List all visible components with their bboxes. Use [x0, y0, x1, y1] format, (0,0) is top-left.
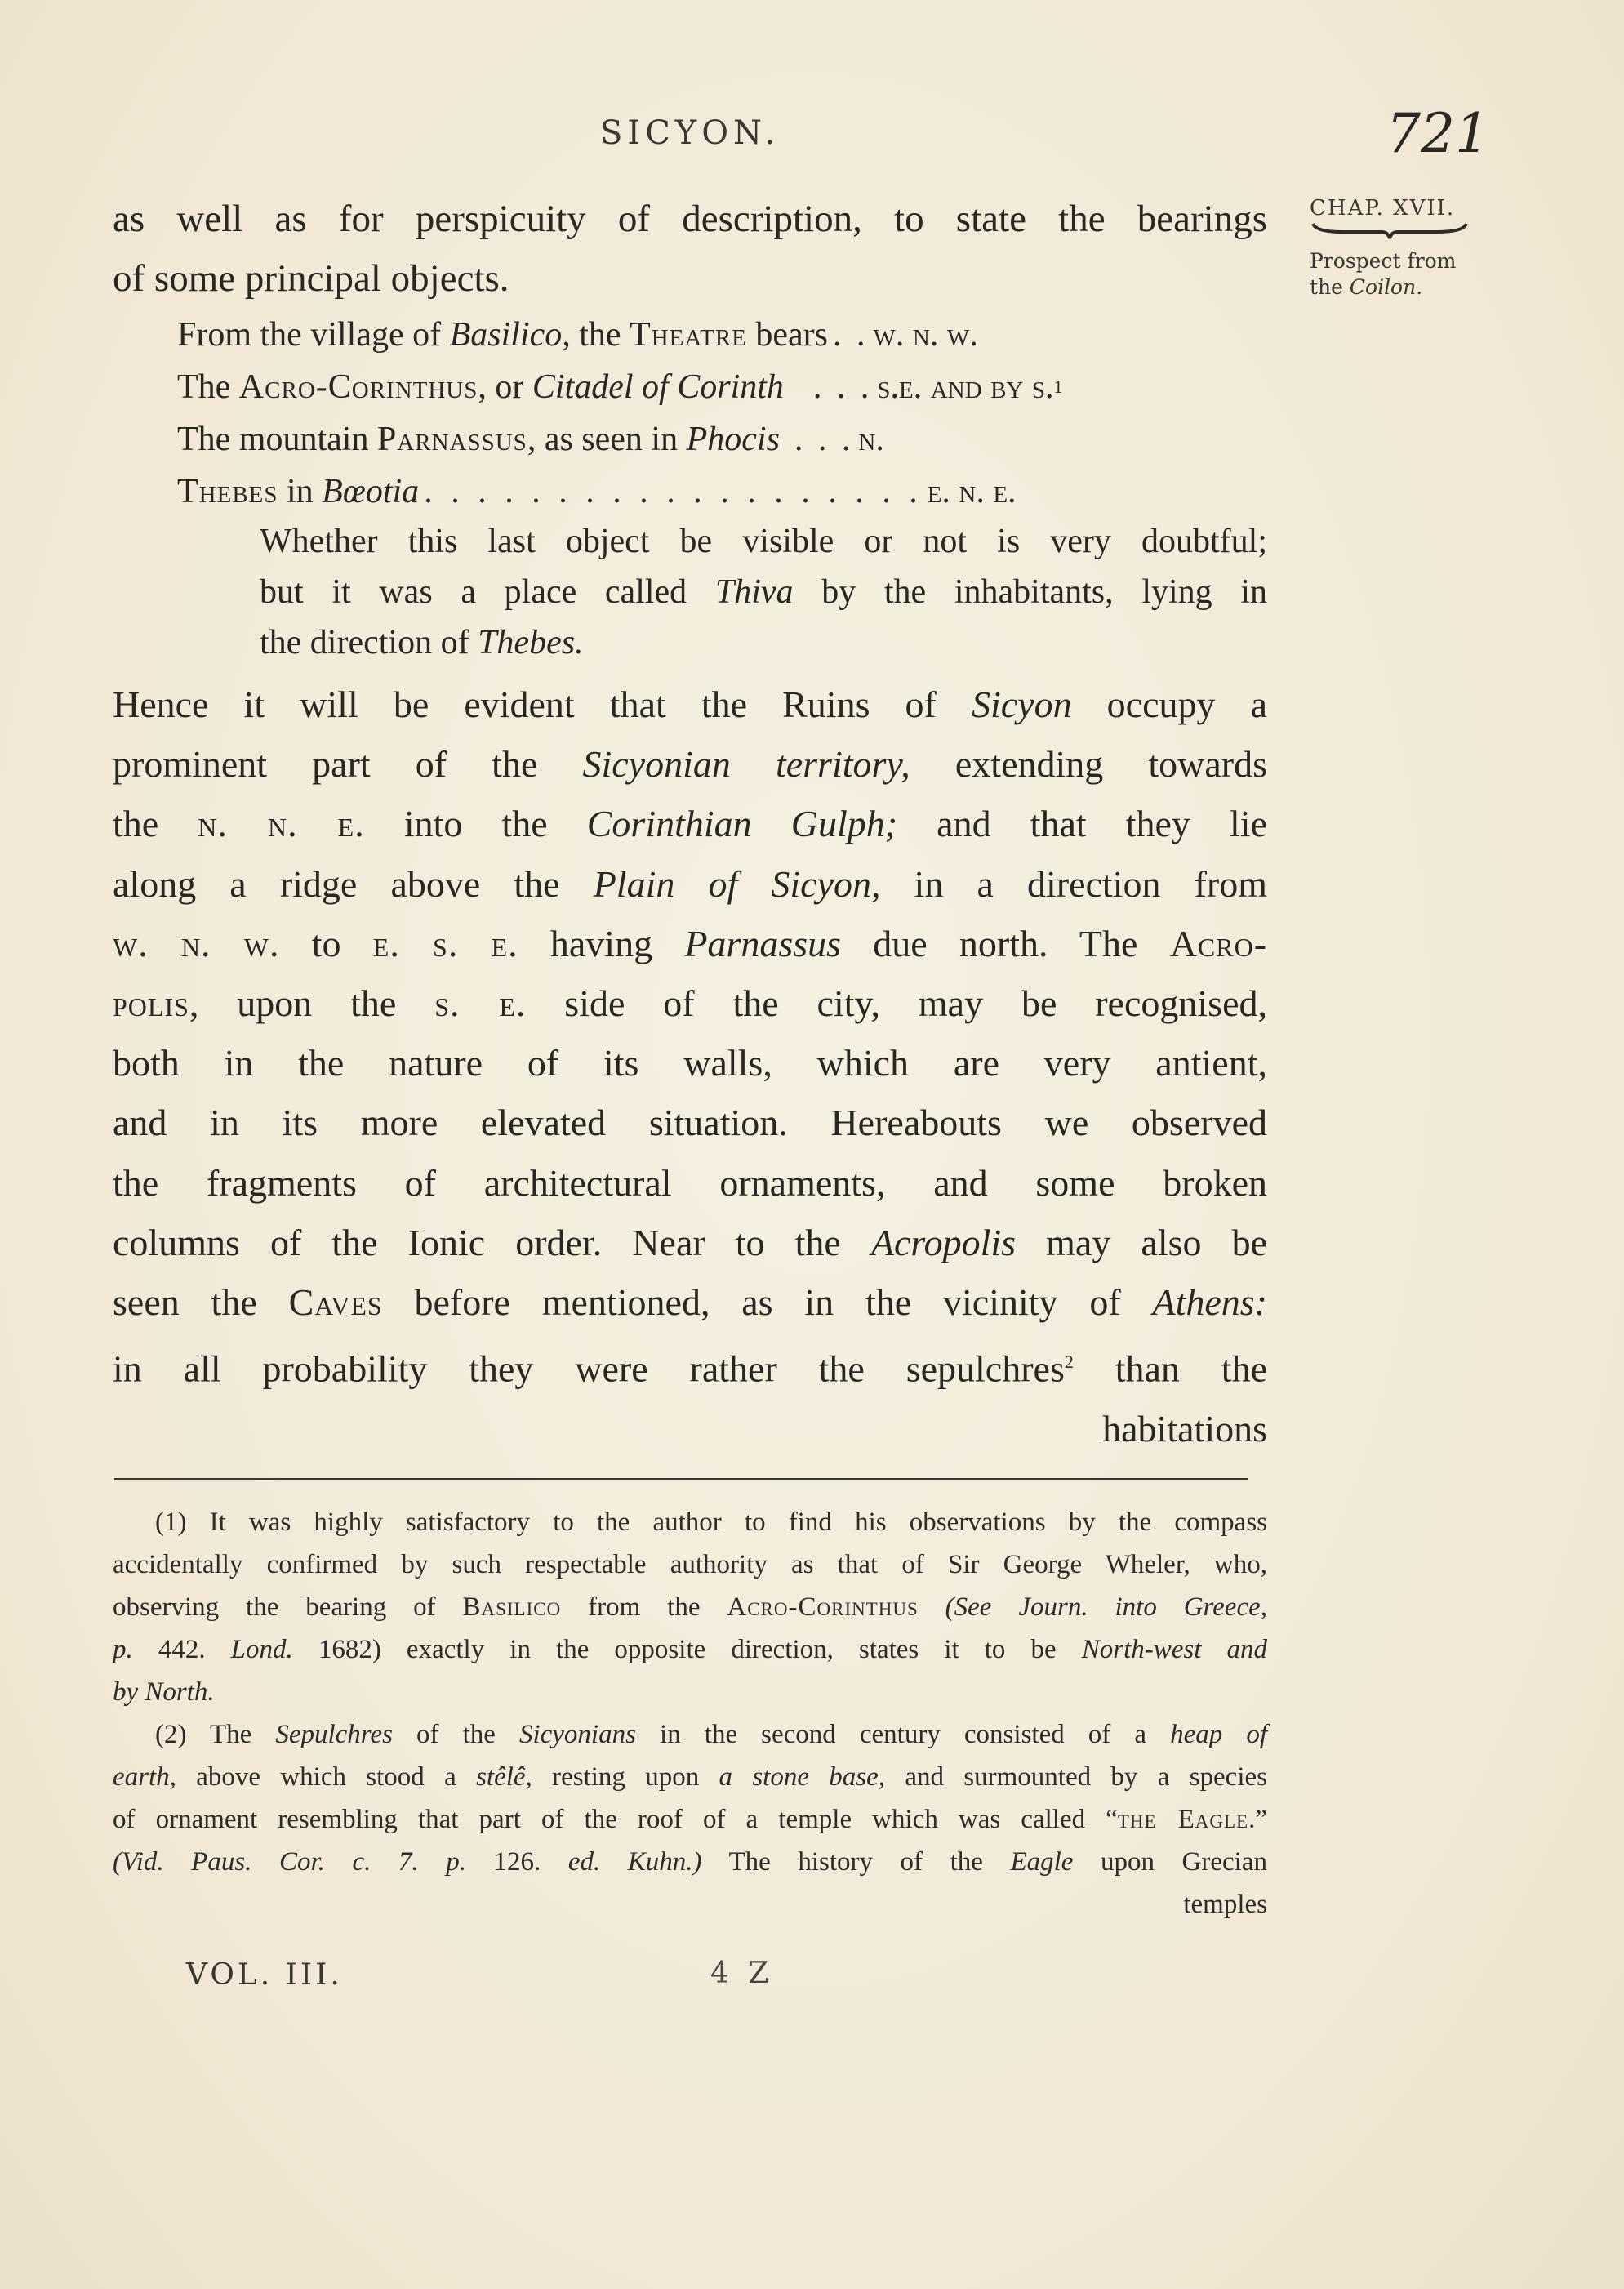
- footnote-1-line-3: observing the bearing of Basilico from the Acro-Corinthus (See Journ. into Greece,: [113, 1592, 1268, 1622]
- running-head: SICYON.: [600, 114, 781, 152]
- intro-line-2: of some principal objects.: [113, 257, 509, 300]
- margin-note: [1310, 248, 1481, 301]
- footnote-2-line-3: of ornament resembling that part of the roof of a temple which was called “the Eagle.”: [113, 1805, 1268, 1834]
- volume-signature: VOL. III.: [186, 1958, 343, 1992]
- bearing-row-thebes: Thebes in Bœotia . . . . . . . . . . . . . . . . . . . e. n. e.: [177, 473, 1017, 510]
- catchword: habitations: [1102, 1407, 1267, 1450]
- main-line-5: w. n. w. to e. s. e. having Parnassus due north. The Acro-: [113, 922, 1268, 964]
- bearing-row-acrocorinthus: The Acro-Corinthus, or Citadel of Corinth . . . s.e. and by s. 1: [177, 368, 1063, 406]
- doubtful-note: [260, 516, 1267, 668]
- main-line-1: Hence it will be evident that the Ruins of Sicyon occupy a: [113, 684, 1267, 725]
- intro-line-1: as well as for perspicuity of description, to state the bearings: [113, 198, 1267, 240]
- main-line-8: and in its more elevated situation. Hereabouts we observed: [113, 1102, 1267, 1144]
- note-line-3: the direction of Thebes.: [260, 624, 584, 661]
- main-line-6: polis, upon the s. e. side of the city, may be recognised,: [113, 982, 1267, 1025]
- margin-note-line1: Prospect from: [1310, 249, 1457, 273]
- footnote-2-line-2: earth, above which stood a stêlê, resting upon a stone base, and surmounted by a species: [113, 1762, 1267, 1792]
- main-paragraph: [113, 675, 1267, 1458]
- margin-notes: [1310, 196, 1481, 301]
- footnote-1-line-4: p. 442. Lond. 1682) exactly in the opposite direction, states it to be North-west and: [113, 1635, 1268, 1664]
- main-line-3: the n. n. e. into the Corinthian Gulph; and that they lie: [113, 803, 1267, 845]
- chapter-label: CHAP. XVII.: [1310, 196, 1456, 220]
- footnote-catchword: temples: [1183, 1890, 1267, 1919]
- footnote-2-line-1: (2) The Sepulchres of the Sicyonians in the second century consisted of a heap of: [155, 1720, 1267, 1749]
- bearings-list: [177, 309, 1288, 518]
- note-line-2: but it was a place called Thiva by the inhabitants, lying in: [260, 573, 1268, 611]
- page-number: 721: [1386, 102, 1489, 165]
- main-line-9: the fragments of architectural ornaments, and some broken: [113, 1161, 1267, 1204]
- brace-icon: [1310, 219, 1470, 242]
- footnote-rule: [114, 1478, 1248, 1480]
- footnote-1-line-1: (1) It was highly satisfactory to the author to find his observations by the compass: [155, 1507, 1267, 1537]
- main-line-7: both in the nature of its walls, which are very antient,: [113, 1042, 1267, 1084]
- footnote-2-line-4: (Vid. Paus. Cor. c. 7. p. 126. ed. Kuhn.) The history of the Eagle upon Grecian: [113, 1847, 1267, 1877]
- note-line-1: Whether this last object be visible or not is very doubtful;: [260, 523, 1267, 560]
- gathering-mark: 4 Z: [710, 1957, 774, 1990]
- main-line-4: along a ridge above the Plain of Sicyon, in a direction from: [113, 862, 1267, 905]
- bearing-row-theatre: From the village of Basilico, the Theatre bears . . w. n. w.: [177, 316, 978, 354]
- bearing-row-parnassus: The mountain Parnassus, as seen in Phocis . . . n.: [177, 421, 884, 458]
- footnotes: [113, 1501, 1267, 1926]
- footnote-1-line-2: accidentally confirmed by such respectable authority as that of Sir George Wheler, who,: [113, 1550, 1267, 1579]
- main-line-11: seen the Caves before mentioned, as in the vicinity of Athens:: [113, 1281, 1267, 1324]
- main-line-12: in all probability they were rather the sepulchres$^2$ than the: [113, 1347, 1267, 1390]
- margin-note-line2: the Coilon.: [1310, 275, 1423, 299]
- footnote-1-line-5: by North.: [113, 1677, 215, 1707]
- intro-paragraph: [113, 189, 1267, 309]
- main-line-10: columns of the Ionic order. Near to the Acropolis may also be: [113, 1221, 1268, 1263]
- main-line-2: prominent part of the Sicyonian territory, extending towards: [113, 743, 1268, 786]
